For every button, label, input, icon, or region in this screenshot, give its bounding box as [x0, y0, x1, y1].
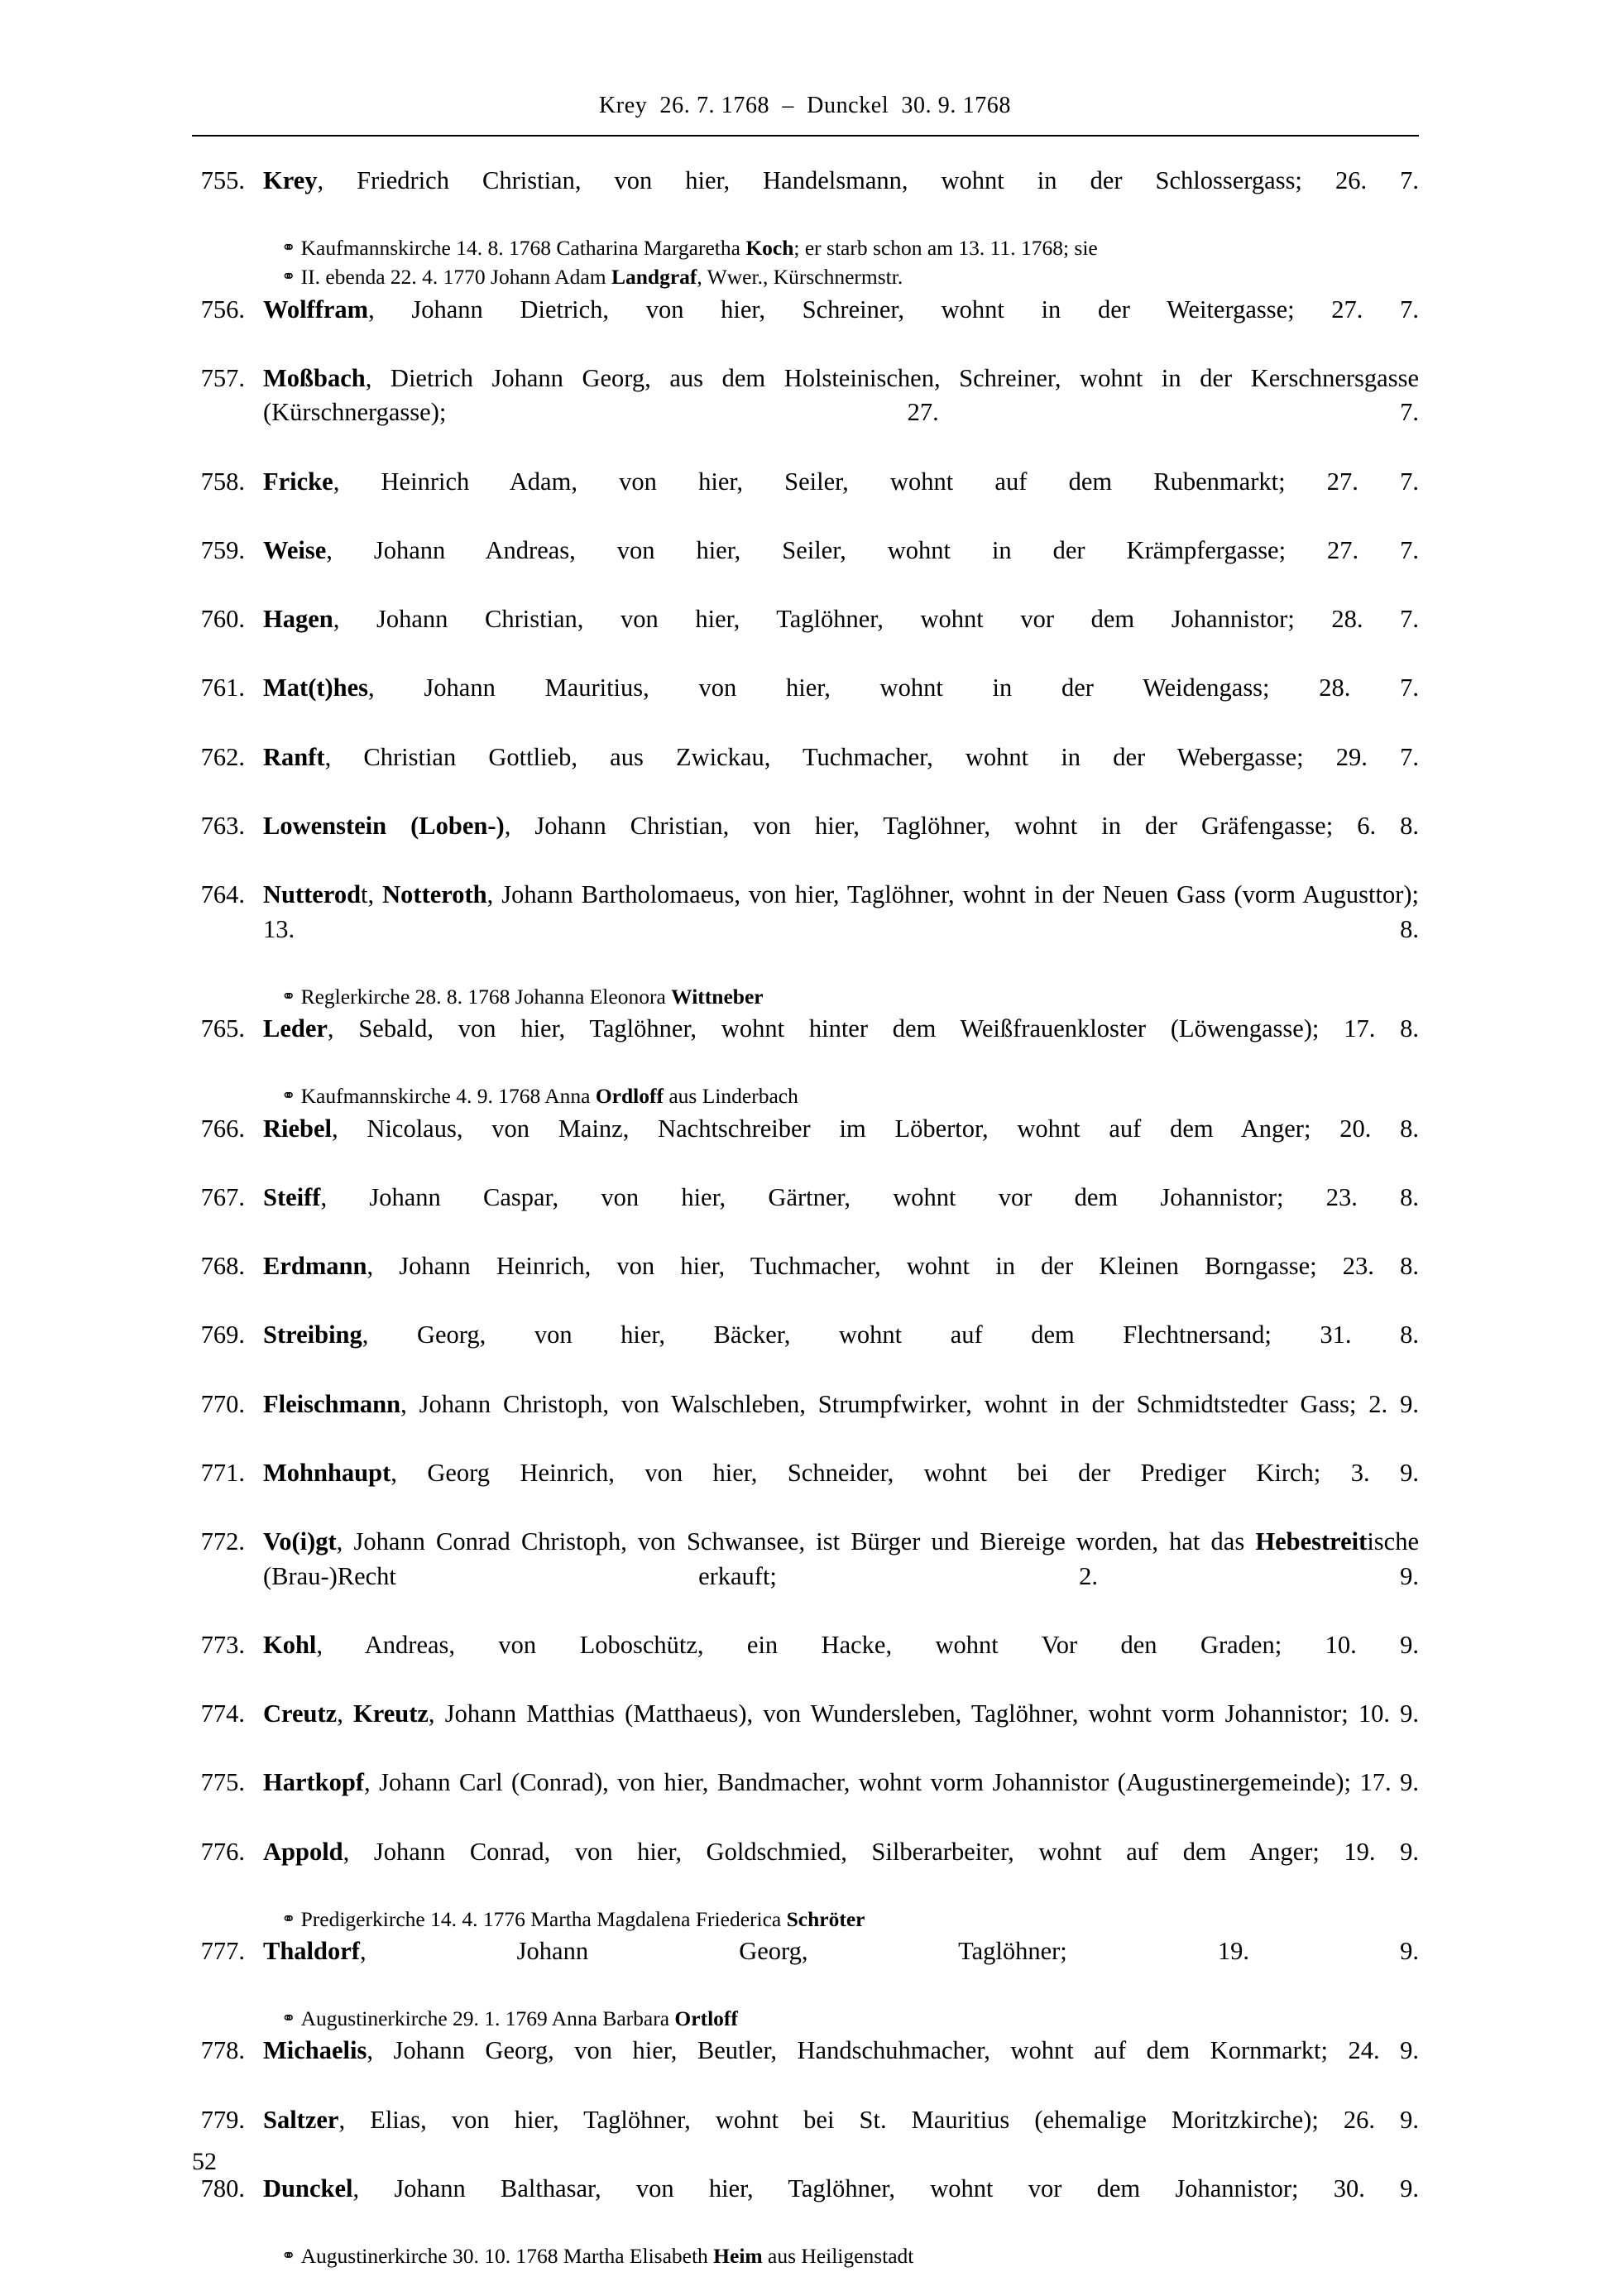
entry-text-run: , Wwer., Kürschnermstr.: [697, 265, 903, 290]
marriage-symbol-icon: ⚭: [281, 2008, 294, 2029]
marriage-symbol-icon: ⚭: [281, 237, 294, 258]
entry-list: [192, 164, 1419, 2271]
entry-body: [263, 1628, 1419, 1697]
surname-emphasis: Nutterod: [263, 880, 362, 909]
marriage-note: [281, 2005, 1419, 2032]
entry-text-run: , Dietrich Johann Georg, aus dem Holsteinischen, Schreiner, wohnt in der Kerschnersgasse (Kürschnergasse); 27. 7.: [263, 363, 1419, 427]
surname-emphasis: Mohnhaupt: [263, 1458, 391, 1487]
entry-body: [263, 602, 1419, 671]
entry-text-run: , Johann Georg, Taglöhner; 19. 9.: [359, 1937, 1419, 1966]
surname-emphasis: Krey: [263, 166, 318, 194]
surname-emphasis: Landgraf: [611, 265, 697, 290]
surname-emphasis: Creutz: [263, 1699, 338, 1728]
entry-text-run: , Johann Heinrich, von hier, Tuchmacher, wohnt in der Kleinen Borngasse; 23. 8.: [367, 1252, 1419, 1281]
entry-number: 769.: [200, 1321, 245, 1349]
entry-body: [263, 2103, 1419, 2172]
entry-text-run: Augustinerkirche 29. 1. 1769 Anna Barbara: [300, 2006, 675, 2031]
entry-text-run: , Johann Christoph, von Walschleben, Strumpfwirker, wohnt in der Schmidtstedter Gass; 2. 9.: [400, 1389, 1419, 1418]
entry-body: [263, 1934, 1419, 2003]
surname-emphasis: Kohl: [263, 1630, 317, 1659]
surname-emphasis: Michaelis: [263, 2036, 367, 2065]
entry-record: [192, 1628, 1419, 1697]
entry-body: [263, 809, 1419, 878]
marriage-note-text: [301, 2242, 1419, 2270]
entry-record: [192, 602, 1419, 671]
entry-text-run: ; er starb schon am 13. 11. 1768; sie: [793, 236, 1098, 261]
entry-record: [192, 878, 1419, 981]
entry-record: [192, 1766, 1419, 1834]
entry-text-run: , Johann Dietrich, von hier, Schreiner, wohnt in der Weitergasse; 27. 7.: [368, 295, 1419, 324]
entry-body: [263, 1388, 1419, 1456]
entry-text-run: , Johann Christian, von hier, Taglöhner, wohnt vor dem Johannistor; 28. 7.: [333, 605, 1419, 634]
entry-record: [192, 362, 1419, 465]
entry-record: [192, 741, 1419, 809]
entry-body: [263, 1318, 1419, 1387]
entry-text-run: , Johann Mauritius, von hier, wohnt in der Weidengass; 28. 7.: [368, 673, 1419, 702]
entry-number: 776.: [200, 1837, 245, 1866]
marriage-note: [281, 2242, 1419, 2270]
entry-record: [192, 534, 1419, 602]
entry-number: 762.: [200, 742, 245, 771]
marriage-note-text: [301, 263, 1419, 290]
entry-text-run: , Johann Matthias (Matthaeus), von Wundersleben, Taglöhner, wohnt vorm Johannistor; 10. 9.: [428, 1699, 1419, 1728]
surname-emphasis: Wittneber: [671, 985, 764, 1009]
entry-number: 766.: [200, 1114, 245, 1143]
entry-body: [263, 878, 1419, 981]
surname-emphasis: Ordloff: [595, 1084, 664, 1109]
entry-text-run: ,: [337, 1699, 354, 1728]
entry-number: 775.: [200, 1768, 245, 1797]
entry-number: 760.: [200, 605, 245, 634]
surname-emphasis: Kreutz: [353, 1699, 429, 1728]
marriage-symbol-icon: ⚭: [281, 266, 294, 287]
entry-text-run: ische (Brau-)Recht erkauft; 2. 9.: [263, 1527, 1419, 1590]
entry-number: 770.: [200, 1389, 245, 1418]
marriage-note: [281, 263, 1419, 290]
entry-number: 780.: [200, 2174, 245, 2203]
entry-record: [192, 164, 1419, 232]
entry-record: [192, 1181, 1419, 1249]
surname-emphasis: Weise: [263, 535, 327, 564]
entry-number: 768.: [200, 1252, 245, 1281]
entry-body: [263, 362, 1419, 465]
running-head: Krey 26. 7. 1768 – Dunckel 30. 9. 1768: [598, 93, 1012, 118]
entry-record: [192, 2034, 1419, 2102]
entry-record: [192, 671, 1419, 740]
marriage-note: [281, 1082, 1419, 1110]
entry-text-run: , Johann Bartholomaeus, von hier, Taglöhner, wohnt in der Neuen Gass (vorm Augusttor); 13. 8.: [263, 880, 1419, 943]
surname-emphasis: Lowenstein (Loben-): [263, 811, 505, 840]
entry-body: [263, 1456, 1419, 1525]
surname-emphasis: Hartkopf: [263, 1768, 364, 1797]
entry-text-run: , Johann Conrad, von hier, Goldschmied, Silberarbeiter, wohnt auf dem Anger; 19. 9.: [343, 1837, 1419, 1866]
entry-text-run: Reglerkirche 28. 8. 1768 Johanna Eleonora: [300, 985, 672, 1009]
entry-text-run: , Johann Balthasar, von hier, Taglöhner, wohnt vor dem Johannistor; 30. 9.: [352, 2174, 1419, 2203]
entry-number: 772.: [200, 1527, 245, 1556]
surname-emphasis: Moßbach: [263, 363, 366, 392]
entry-body: [263, 1249, 1419, 1318]
entry-text-run: , Heinrich Adam, von hier, Seiler, wohnt auf dem Rubenmarkt; 27. 7.: [333, 467, 1419, 496]
entry-number: 774.: [200, 1699, 245, 1728]
entry-number: 764.: [200, 880, 245, 909]
entry-body: [263, 671, 1419, 740]
entry-record: [192, 809, 1419, 878]
entry-text-run: , Sebald, von hier, Taglöhner, wohnt hinter dem Weißfrauenkloster (Löwengasse); 17. 8.: [327, 1014, 1419, 1043]
entry-text-run: II. ebenda 22. 4. 1770 Johann Adam: [300, 265, 611, 290]
surname-emphasis: Thaldorf: [263, 1937, 360, 1966]
surname-emphasis: Riebel: [263, 1114, 333, 1143]
entry-number: 755.: [200, 166, 245, 194]
entry-number: 778.: [200, 2036, 245, 2065]
entry-text-run: , Elias, von hier, Taglöhner, wohnt bei St. Mauritius (ehemalige Moritzkirche); 26. 9.: [338, 2105, 1419, 2134]
entry-body: [263, 465, 1419, 534]
surname-emphasis: Saltzer: [263, 2105, 339, 2134]
surname-emphasis: Ranft: [263, 742, 325, 771]
entry-number: 779.: [200, 2105, 245, 2134]
entry-number: 767.: [200, 1182, 245, 1211]
marriage-note-text: [301, 234, 1419, 261]
entry-text-run: , Johann Carl (Conrad), von hier, Bandmacher, wohnt vorm Johannistor (Augustinergemeinde); 17. 9.: [364, 1768, 1419, 1797]
entry-record: [192, 1934, 1419, 2003]
entry-record: [192, 1012, 1419, 1081]
entry-text-run: Augustinerkirche 30. 10. 1768 Martha Elisabeth: [300, 2244, 714, 2269]
entry-text-run: , Nicolaus, von Mainz, Nachtschreiber im Löbertor, wohnt auf dem Anger; 20. 8.: [332, 1114, 1419, 1143]
entry-text-run: aus Linderbach: [663, 1084, 798, 1109]
surname-emphasis: Hagen: [263, 605, 333, 634]
entry-body: [263, 2172, 1419, 2241]
surname-emphasis: Vo(i)gt: [263, 1527, 337, 1556]
entry-text-run: , Friedrich Christian, von hier, Handelsmann, wohnt in der Schlossergass; 26. 7.: [317, 166, 1419, 194]
entry-text-run: , Johann Conrad Christoph, von Schwansee, ist Bürger und Biereige worden, hat das: [336, 1527, 1256, 1556]
entry-text-run: , Johann Georg, von hier, Beutler, Handschuhmacher, wohnt auf dem Kornmarkt; 24. 9.: [367, 2036, 1419, 2065]
entry-text-run: , Christian Gottlieb, aus Zwickau, Tuchmacher, wohnt in der Webergasse; 29. 7.: [324, 742, 1419, 771]
entry-body: [263, 164, 1419, 232]
entry-record: [192, 2103, 1419, 2172]
entry-body: [263, 293, 1419, 362]
marriage-note-text: [301, 2005, 1419, 2032]
marriage-symbol-icon: ⚭: [281, 1908, 294, 1929]
entry-body: [263, 1766, 1419, 1834]
marriage-symbol-icon: ⚭: [281, 2246, 294, 2266]
page-number: 52: [192, 2148, 217, 2175]
entry-text-run: , Georg Heinrich, von hier, Schneider, wohnt bei der Prediger Kirch; 3. 9.: [391, 1458, 1419, 1487]
marriage-note: [281, 983, 1419, 1010]
entry-text-run: Kaufmannskirche 4. 9. 1768 Anna: [300, 1084, 596, 1109]
entry-text-run: t,: [361, 880, 383, 909]
marriage-note: [281, 1905, 1419, 1933]
entry-body: [263, 741, 1419, 809]
entry-body: [263, 1697, 1419, 1766]
entry-text-run: Kaufmannskirche 14. 8. 1768 Catharina Margaretha: [300, 236, 746, 261]
entry-number: 771.: [200, 1458, 245, 1487]
surname-emphasis: Streibing: [263, 1321, 362, 1349]
entry-record: [192, 1388, 1419, 1456]
surname-emphasis: Mat(t)hes: [263, 673, 369, 702]
entry-body: [263, 1181, 1419, 1249]
surname-emphasis: Hebestreit: [1255, 1527, 1368, 1556]
entry-number: 758.: [200, 467, 245, 496]
entry-record: [192, 1456, 1419, 1525]
entry-record: [192, 1318, 1419, 1387]
entry-text-run: Predigerkirche 14. 4. 1776 Martha Magdalena Friederica: [300, 1906, 787, 1931]
marriage-symbol-icon: ⚭: [281, 1086, 294, 1106]
surname-emphasis: Steiff: [263, 1182, 321, 1211]
entry-record: [192, 2172, 1419, 2241]
entry-record: [192, 1835, 1419, 1904]
entry-text-run: , Georg, von hier, Bäcker, wohnt auf dem Flechtnersand; 31. 8.: [362, 1321, 1419, 1349]
entry-text-run: , Johann Caspar, von hier, Gärtner, wohnt vor dem Johannistor; 23. 8.: [320, 1182, 1419, 1211]
marriage-note-text: [301, 1905, 1419, 1933]
entry-body: [263, 1112, 1419, 1181]
entry-number: 761.: [200, 673, 245, 702]
entry-text-run: aus Heiligenstadt: [762, 2244, 914, 2269]
entry-record: [192, 1112, 1419, 1181]
entry-record: [192, 1697, 1419, 1766]
entry-number: 759.: [200, 535, 245, 564]
surname-emphasis: Fricke: [263, 467, 333, 496]
surname-emphasis: Wolffram: [263, 295, 369, 324]
entry-record: [192, 1525, 1419, 1628]
entry-body: [263, 2034, 1419, 2102]
marriage-note: [281, 234, 1419, 261]
surname-emphasis: Koch: [745, 236, 794, 261]
entry-text-run: , Johann Christian, von hier, Taglöhner, wohnt in der Gräfengasse; 6. 8.: [504, 811, 1419, 840]
entry-text-run: , Johann Andreas, von hier, Seiler, wohnt in der Krämpfergasse; 27. 7.: [326, 535, 1419, 564]
entry-record: [192, 1249, 1419, 1318]
surname-emphasis: Leder: [263, 1014, 328, 1043]
surname-emphasis: Appold: [263, 1837, 343, 1866]
surname-emphasis: Erdmann: [263, 1252, 367, 1281]
surname-emphasis: Ortloff: [674, 2006, 738, 2031]
entry-number: 763.: [200, 811, 245, 840]
surname-emphasis: Dunckel: [263, 2174, 353, 2203]
entry-body: [263, 1012, 1419, 1081]
marriage-note-text: [301, 1082, 1419, 1110]
entry-body: [263, 1525, 1419, 1628]
header-rule: [192, 135, 1419, 137]
surname-emphasis: Schröter: [786, 1906, 865, 1931]
entry-number: 777.: [200, 1937, 245, 1966]
entry-number: 756.: [200, 295, 245, 324]
entry-record: [192, 465, 1419, 534]
entry-number: 773.: [200, 1630, 245, 1659]
marriage-note-text: [301, 983, 1419, 1010]
entry-number: 757.: [200, 363, 245, 392]
entry-number: 765.: [200, 1014, 245, 1043]
entry-record: [192, 293, 1419, 362]
surname-emphasis: Fleischmann: [263, 1389, 401, 1418]
entry-body: [263, 1835, 1419, 1904]
entry-body: [263, 534, 1419, 602]
entry-text-run: , Andreas, von Loboschütz, ein Hacke, wohnt Vor den Graden; 10. 9.: [316, 1630, 1419, 1659]
surname-emphasis: Notteroth: [382, 880, 487, 909]
marriage-symbol-icon: ⚭: [281, 986, 294, 1007]
surname-emphasis: Heim: [713, 2244, 763, 2269]
